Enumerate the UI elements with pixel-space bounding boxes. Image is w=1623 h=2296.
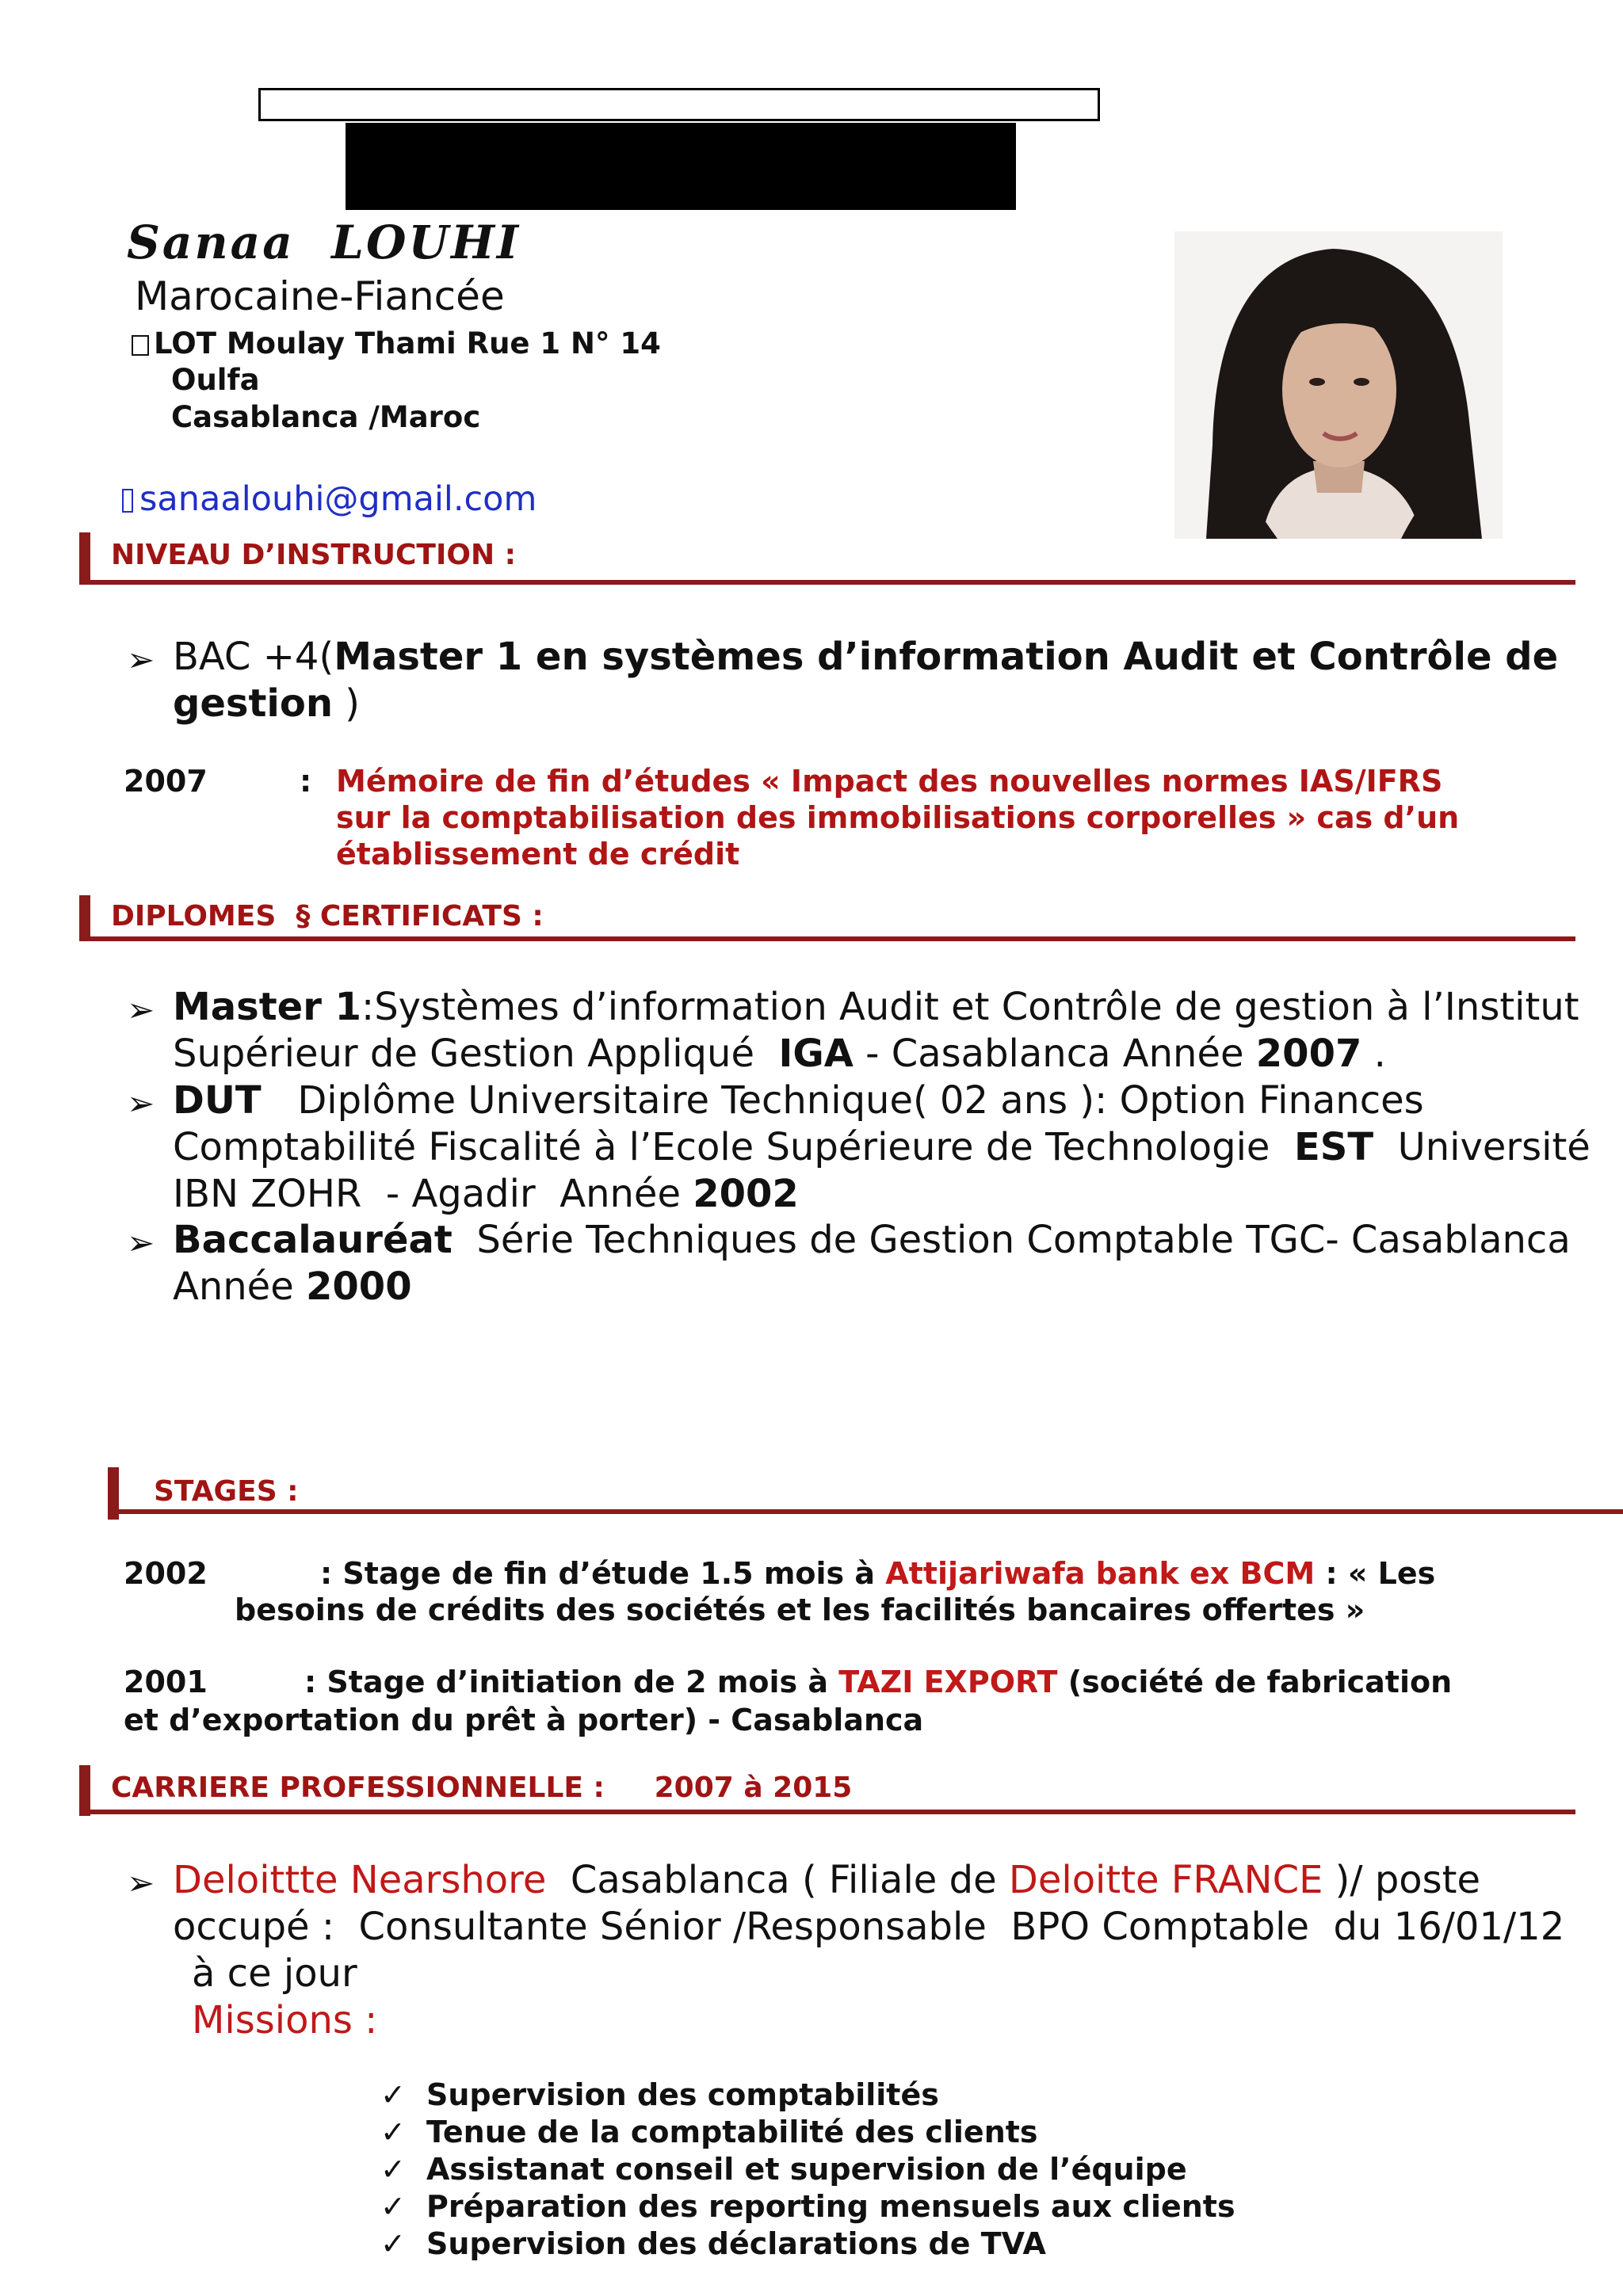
candidate-name: Sanaa LOUHI — [127, 215, 521, 269]
diploma-bac: Baccalauréat Série Techniques de Gestion Comptable TGC- Casablanca Année 2000 — [173, 1218, 1571, 1309]
email-link[interactable]: sanaalouhi@gmail.com — [139, 479, 537, 519]
arrow-bullet-icon: ➢ — [127, 990, 155, 1029]
thesis-colon: : — [300, 764, 312, 799]
arrow-bullet-icon: ➢ — [127, 1223, 155, 1262]
internship-1-line-1: : Stage de fin d’étude 1.5 mois à Attijariwafa bank ex BCM : « Les — [320, 1556, 1436, 1591]
diploma-master: Master 1:Systèmes d’information Audit et Contrôle de gestion à l’Institut Supérieur de Gestion Appliqué IGA - Casablanca Année 2007 . — [173, 985, 1579, 1076]
arrow-bullet-icon: ➢ — [127, 1863, 155, 1902]
thesis-year: 2007 — [124, 764, 208, 799]
career-line-2: occupé : Consultante Sénior /Responsable BPO Comptable du 16/01/12 — [173, 1905, 1565, 1949]
section-rule — [79, 936, 1575, 941]
missions-label: Missions : — [192, 1998, 378, 2042]
check-icon: ✓ — [380, 2189, 406, 2224]
check-icon: ✓ — [380, 2152, 406, 2187]
internship-year: 2002 — [124, 1556, 208, 1591]
section-marker — [79, 1765, 90, 1816]
section-marker — [79, 895, 90, 941]
section-title-diplomas: DIPLOMES § CERTIFICATS : — [111, 900, 544, 933]
internship-year: 2001 — [124, 1665, 208, 1699]
thesis-line-3: établissement de crédit — [336, 837, 740, 871]
thesis-line-2: sur la comptabilisation des immobilisations corporelles » cas d’un — [336, 800, 1460, 835]
nationality: Marocaine-Fiancée — [135, 273, 505, 319]
section-title-internships: STAGES : — [154, 1475, 299, 1508]
section-title-education: NIVEAU D’INSTRUCTION : — [111, 539, 517, 571]
diploma-dut: DUT Diplôme Universitaire Technique( 02 ans ): Option Finances Comptabilité Fiscalité à l’Ecole Supérieure de Technologie EST Université IBN ZOHR - Agadir Année 2002 — [173, 1078, 1591, 1216]
degree-item: BAC +4(Master 1 en systèmes d’information Audit et Contrôle de gestion ) — [173, 635, 1559, 726]
check-icon: ✓ — [380, 2226, 406, 2261]
arrow-bullet-icon: ➢ — [127, 1084, 155, 1123]
section-rule — [79, 580, 1575, 585]
mission-item: ✓ Tenue de la comptabilité des clients — [380, 2115, 1038, 2149]
mission-item: ✓ Préparation des reporting mensuels aux clients — [380, 2189, 1235, 2224]
career-line-3: à ce jour — [192, 1951, 357, 1996]
address-line-1: LOT Moulay Thami Rue 1 N° 14 — [132, 326, 661, 360]
section-rule — [108, 1509, 1623, 1514]
header-box-outline — [258, 88, 1100, 121]
internship-2-line-1: : Stage d’initiation de 2 mois à TAZI EXPORT (société de fabrication — [304, 1665, 1453, 1699]
career-line-1: Deloittte Nearshore Casablanca ( Filiale de Deloitte FRANCE )/ poste — [173, 1858, 1481, 1902]
email-icon — [122, 489, 133, 513]
section-title-career: CARRIERE PROFESSIONNELLE : 2007 à 2015 — [111, 1772, 853, 1804]
check-icon: ✓ — [380, 2077, 406, 2112]
address-line-2: Oulfa — [171, 363, 260, 397]
redacted-block — [346, 123, 1016, 210]
mission-item: ✓ Supervision des comptabilités — [380, 2077, 939, 2112]
arrow-bullet-icon: ➢ — [127, 640, 155, 679]
mission-item: ✓ Assistanat conseil et supervision de l’équipe — [380, 2152, 1187, 2187]
profile-photo — [1174, 231, 1503, 539]
mission-item: ✓ Supervision des déclarations de TVA — [380, 2226, 1046, 2261]
email-row — [122, 479, 537, 519]
internship-1-line-2: besoins de crédits des sociétés et les facilités bancaires offertes » — [235, 1592, 1365, 1627]
section-rule — [79, 1810, 1575, 1814]
address-line-3: Casablanca /Maroc — [171, 400, 481, 434]
section-marker — [79, 532, 90, 585]
thesis-line-1: Mémoire de fin d’études « Impact des nouvelles normes IAS/IFRS — [336, 764, 1443, 799]
home-icon — [132, 335, 149, 356]
internship-2-line-2: et d’exportation du prêt à porter) - Casablanca — [124, 1703, 924, 1737]
check-icon: ✓ — [380, 2115, 406, 2149]
